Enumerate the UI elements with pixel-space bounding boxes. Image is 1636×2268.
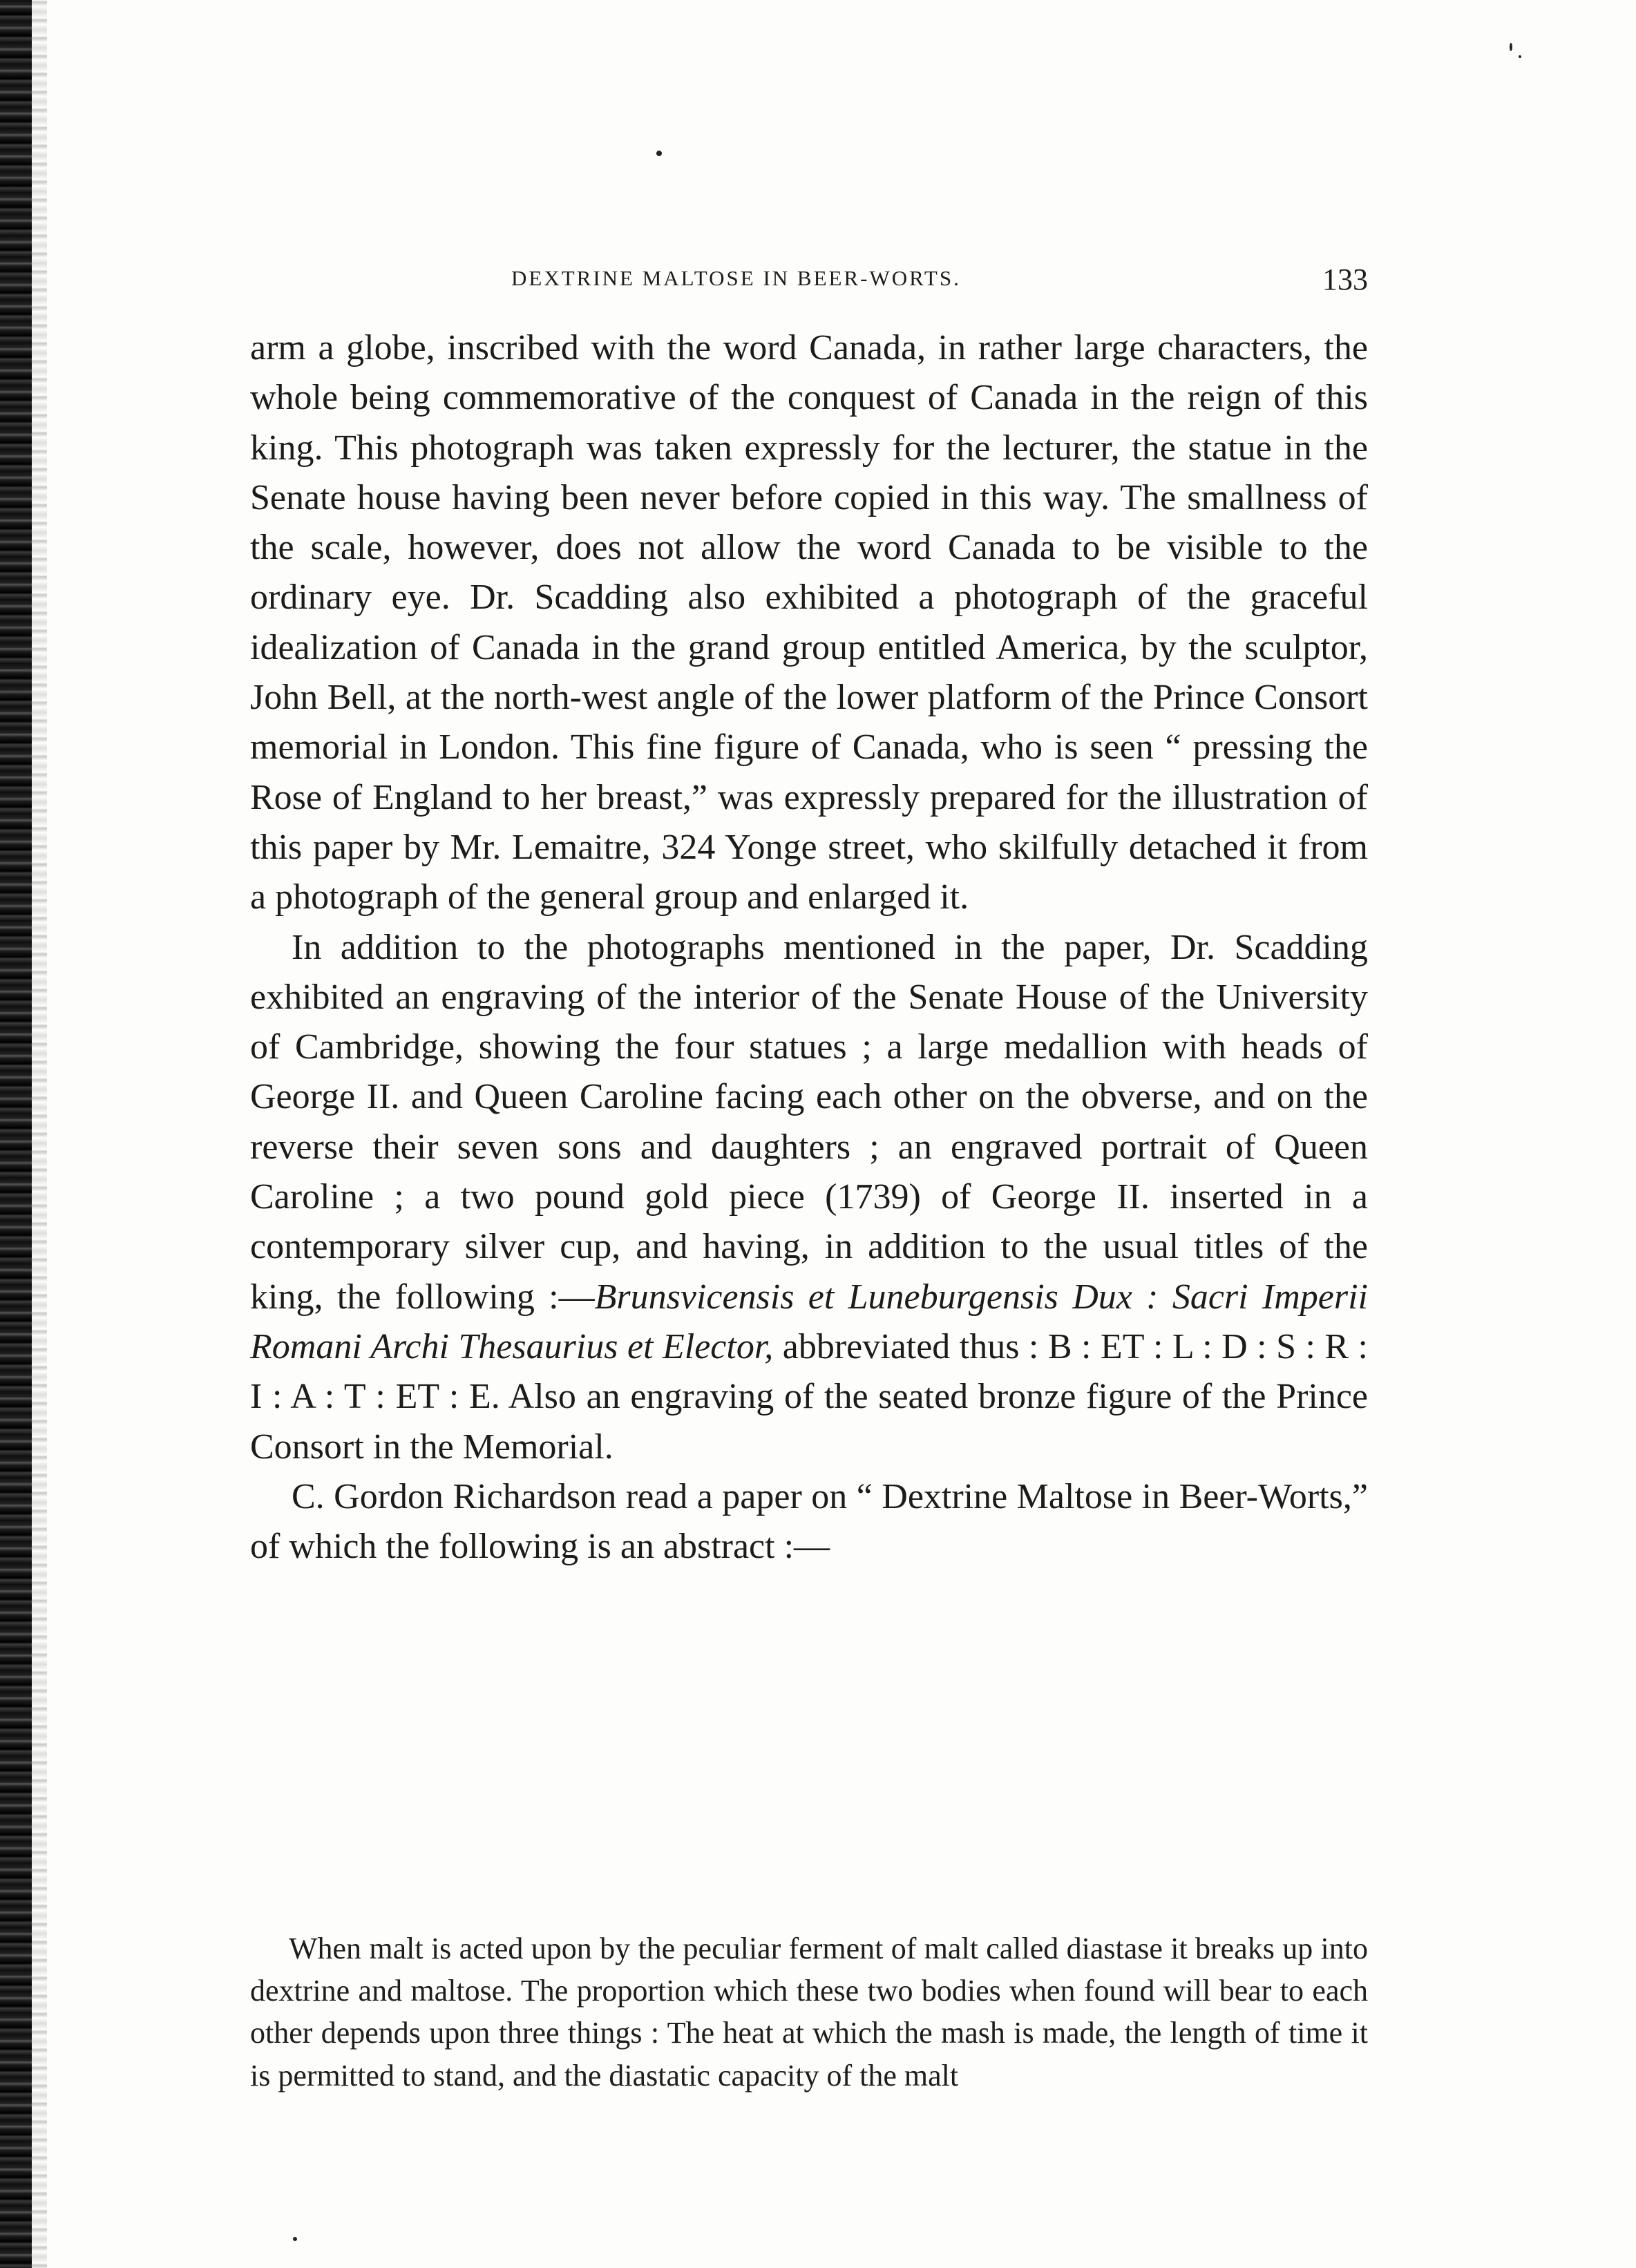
latin-title-italic: Brunsvicensis et Luneburgensis Dux : Sacri Imperii Romani Archi Thesaurius et Elector, <box>250 1277 1368 1366</box>
scan-speck <box>293 2237 297 2241</box>
body-text <box>250 323 1368 1572</box>
scan-speck <box>1519 55 1521 58</box>
paragraph-text: arm a globe, inscribed with the word Canada, in rather large characters, the whole being commemorative of the conquest of Canada in the reign of this king. This photograph was taken expressly for the lecturer, the statue in the Senate house having been never before copied in this way. The smallness of the scale, however, does not allow the word Canada to be visible to the ordinary eye. Dr. Scadding also exhibited a photograph of the graceful idealization of Canada in the grand group entitled America, by the sculptor, John Bell, at the north-west angle of the lower platform of the Prince Consort memorial in London. This fine figure of Canada, who is seen “ pressing the Rose of England to her breast,” was expressly prepared for the illustration of this paper by Mr. Lemaitre, 324 Yonge street, who skilfully detached it from a photograph of the general group and enlarged it. <box>250 328 1368 917</box>
binding-edge <box>0 0 32 2268</box>
abstract-block <box>250 1927 1368 2097</box>
paragraph-text: C. Gordon Richardson read a paper on “ Dextrine Maltose in Beer-Worts,” of which the following is an abstract :— <box>250 1476 1368 1567</box>
running-title: DEXTRINE MALTOSE IN BEER-WORTS. <box>511 266 961 290</box>
paragraph-text: abbreviated thus : B : ET : L : D : S : R : I : A : T : ET : E. Also an engraving of the seated bronze figure of the Prince Consort in the Memorial. <box>250 1326 1368 1467</box>
paragraph-text: In addition to the photographs mentioned in the paper, Dr. Scadding exhibited an engraving of the interior of the Senate House of the University of Cambridge, showing the four statues ; a large medallion with heads of George II. and Queen Caroline facing each other on the obverse, and on the reverse their seven sons and daughters ; an engraved portrait of Queen Caroline ; a two pound gold piece (1739) of George II. inserted in a contemporary silver cup, and having, in addition to the usual titles of the king, the following :— <box>250 927 1368 1317</box>
paragraph <box>250 323 1368 923</box>
scan-speck <box>656 151 662 156</box>
abstract-text: When malt is acted upon by the peculiar ferment of malt called diastase it breaks up into dextrine and maltose. The proportion which these two bodies when found will bear to each other depends upon three things : The heat at which the mash is made, the length of time it is permitted to stand, and the diastatic capacity of the malt <box>250 1932 1368 2093</box>
paragraph <box>250 923 1368 1472</box>
running-head <box>249 263 1368 307</box>
paragraph <box>250 1472 1368 1572</box>
binding-shadow <box>32 0 47 2268</box>
scan-speck <box>1510 43 1512 51</box>
page-number: 133 <box>1322 263 1368 296</box>
